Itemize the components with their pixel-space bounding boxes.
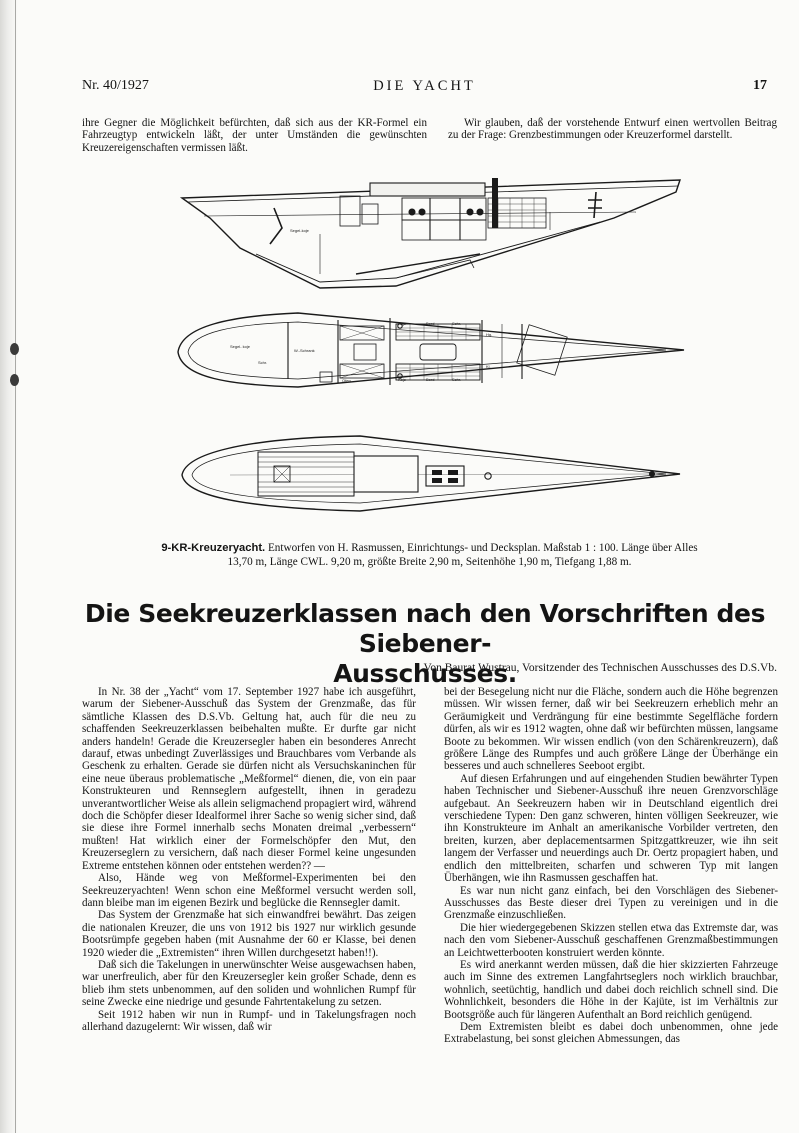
previous-article-conclusion <box>448 117 777 142</box>
plan-label: Bord <box>426 321 435 326</box>
article-left-column <box>82 686 416 1033</box>
paragraph: Es wird anerkannt werden müssen, daß die hier skizzierten Fahrzeuge auch im Sinne des extremen Langfahrtseglers noch wirklich brauchbar, wohnlich, seetüchtig, handlich und dabei doch reichlich schnell sind. Die Wohnlichkeit, besonders die Höhe in der Kajüte, ist im Verhältnis zur Bootsgröße auch für längeren Aufenthalt an Bord reichlich genügend. <box>444 958 778 1021</box>
paragraph: Die hier wiedergegebenen Skizzen stellen etwa das Extremste dar, was nach den vom Siebener-Ausschuß geschaffenen Grenzmaßbestimmungen an Leichtwetterbooten konstruiert werden könnte. <box>444 921 778 959</box>
byline: Von Baurat Wustrau, Vorsitzender des Technischen Ausschusses des D.S.Vb. <box>423 662 777 674</box>
paragraph: Seit 1912 haben wir nun in Rumpf- und in Takelungsfragen noch allerhand dazugelernt: Wir wissen, daß wir <box>82 1008 416 1033</box>
plan-label: Koje <box>398 321 407 326</box>
caption-title: 9-KR-Kreuzeryacht. <box>161 542 266 554</box>
previous-article-end <box>82 117 427 154</box>
paragraph: Dem Extremisten bleibt es dabei doch unbenommen, ohne jede Extrabelastung, bei sonst gleichen Abmessungen, das <box>444 1020 778 1046</box>
plan-label: W.-Schrank <box>294 348 315 353</box>
title-line: Ausschusses. <box>333 659 517 688</box>
plan-label: Schr. <box>258 360 268 365</box>
paragraph: Auf diesen Erfahrungen und auf eingehenden Studien bewährter Typen haben Technischer und Siebener-Ausschuß ihre neuen Grenzvorschläge aufgebaut. An Seekreuzern haben wir in Deutschland eigentlich drei verschiedene Typen: Den ganz schweren, hinten völligen Seekreuzer, wie ihn Konstrukteure im Anhalt an amerikanische Vorbilder vertreten, den breiten, kurzen, aber deplacementsarmen Spitzgattkreuzer, wie ihn seit langem der Verfasser und neuerdings auch Dr. Oertz propagiert haben, und endlich den mittelbreiten, scharfen und schweren Typ mit langen Überhängen, wie ihn Rasmussen geschaffen hat. <box>444 772 778 885</box>
caption-text-line2: 13,70 m, Länge CWL. 9,20 m, größte Breite 2,90 m, Seitenhöhe 1,90 m, Tiefgang 1,88 m. <box>227 555 632 568</box>
gutter-fold-line <box>15 0 16 1133</box>
paragraph: Daß sich die Takelungen in unerwünschter Weise ausgewachsen haben, war unerfreulich, aber für den Kreuzersegler kein großer Schade, denn es blieb ihm stets unbenommen, auf den soliden und wohnlichen Rumpf für seine Zwecke eine niedrige und gesunde Fahrtentakelung zu setzen. <box>82 958 416 1009</box>
paragraph: bei der Besegelung nicht nur die Fläche, sondern auch die Höhe begrenzen müssen. Wir wissen ferner, daß wir bei Seekreuzern erheblich mehr an Geräumigkeit und Verdrängung für eine bestimmte Segelfläche fordern dürfen, als wir es 1912 wagten, ohne daß wir befürchten müssen, langsame Boote zu bekommen. Wir wissen endlich (von den Schärenkreuzern), daß größere Länge des Rumpfes und auch größere Länge der Überhänge ein besseres und auch schnelleres Seeboot ergibt. <box>444 686 778 773</box>
binding-hole-mark <box>10 343 19 355</box>
plan-label: Schr. <box>452 377 462 382</box>
plan-label: Hg. <box>486 332 493 337</box>
paragraph: ihre Gegner die Möglichkeit befürchten, daß sich aus der KR-Formel ein Fahrzeugtyp entwickeln läßt, der unter Umständen die gewünschten Kreuzereigenschaften vermissen läßt. <box>82 117 427 154</box>
plan-label: Kl. <box>486 364 491 369</box>
plan-label: Ofen <box>342 378 351 383</box>
paragraph: Es war nun nicht ganz einfach, bei den Vorschlägen des Siebener-Ausschusses das Beste dieser drei Typen zu vereinigen und in die Grenzmaße einzuschließen. <box>444 884 778 922</box>
title-line: Die Seekreuzerklassen nach den Vorschriften des Siebener- <box>84 599 766 658</box>
magazine-name: DIE YACHT <box>373 78 476 94</box>
plan-label: Segel- koje <box>230 344 251 349</box>
interior-plan-drawing <box>178 313 684 387</box>
profile-label: Segel-koje <box>290 228 309 233</box>
paragraph: Das System der Grenzmaße hat sich einwandfrei bewährt. Das zeigen die nationalen Kreuzer, die uns von 1912 bis 1927 nur wirklich gesunde Bootsrümpfe gegeben haben (mit Ausnahme der 60 er Klasse, bei denen 1920 wieder die „Extremisten“ ihren Willen durchgesetzt haben!!). <box>82 909 416 959</box>
issue-number: Nr. 40/1927 <box>82 78 149 93</box>
running-header <box>82 78 767 98</box>
binding-hole-mark <box>10 374 19 386</box>
profile-drawing <box>182 178 680 288</box>
paragraph: In Nr. 38 der „Yacht“ vom 17. September 1927 habe ich ausgeführt, warum der Siebener-Ausschuß das System der Grenzmaße, das für sämtliche Klassen des D.S.Vb. Geltung hat, auch für die neu zu schaffenden Seekreuzerklassen beibehalten mußte. Er durfte gar nicht anders handeln! Gerade die Kreuzersegler haben ein besonderes Anrecht darauf, etwas unbedingt Zuverlässiges und Brauchbares vom Verbande als Geschenk zu erhalten. Gerade sie dürfen nicht als Versuchskaninchen für eine neue überaus problematische „Meßformel“ dienen, die, von ein paar Konstrukteuren und Rennseglern aufgestellt, ihnen in geradezu unverantwortlicher Weise als allein seligmachend propagiert wird, während doch die Schöpfer dieser Idealformel ihrer Sache so wenig sicher sind, daß sie diese ihre Formel innerhalb sechs Monaten dreimal „verbessern“ mußten! Hat wirklich einer der Formelschöpfer den Mut, den Kreuzerseglern zu versichern, daß nach dieser Formel keine ungesunden Extreme entstehen können oder entstehen werden?? — <box>82 686 416 872</box>
paragraph: Also, Hände weg von Meßformel-Experimenten bei den Seekreuzeryachten! Wenn schon eine Meßformel versucht werden soll, dann bleibe man im eigenen Bezirk und beglücke die Rennsegler damit. <box>82 872 416 909</box>
paragraph: Wir glauben, daß der vorstehende Entwurf einen wertvollen Beitrag zu der Frage: Grenzbestimmungen oder Kreuzerformel darstellt. <box>448 117 777 142</box>
caption-text-line1: Entworfen von H. Rasmussen, Einrichtungs- und Decksplan. Maßstab 1 : 100. Länge über Alles <box>267 542 698 554</box>
deck-plan-drawing <box>182 436 680 511</box>
figure-caption <box>82 542 777 569</box>
article-right-column <box>444 686 778 1046</box>
plan-label: Schr. <box>452 321 462 326</box>
plan-label: Bord <box>426 377 435 382</box>
plan-label: Koje <box>398 377 407 382</box>
yacht-drawings <box>170 178 690 538</box>
page-number: 17 <box>753 78 767 93</box>
article-title <box>60 599 790 689</box>
